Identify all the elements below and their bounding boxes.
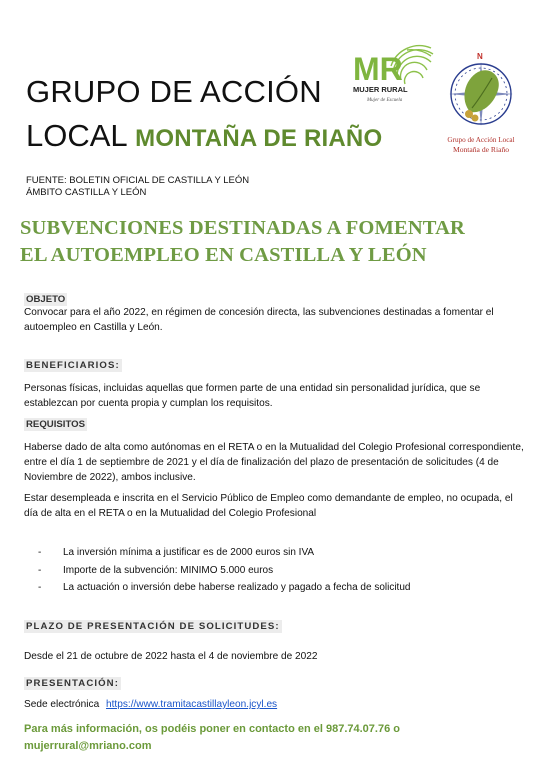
beneficiarios-label: BENEFICIARIOS: bbox=[26, 360, 120, 371]
list-item bbox=[38, 562, 410, 580]
objeto-label: OBJETO bbox=[26, 294, 66, 305]
org-title-line2 bbox=[26, 118, 382, 154]
source-line: FUENTE: BOLETIN OFICIAL DE CASTILLA Y LEÓN bbox=[26, 175, 250, 186]
contact-email[interactable]: mujerrural@mriano.com bbox=[24, 740, 152, 752]
presentacion-line bbox=[24, 697, 524, 712]
main-heading-line2: EL AUTOEMPLEO EN CASTILLA Y LEÓN bbox=[20, 244, 427, 266]
bullet-marker: - bbox=[38, 547, 42, 558]
sede-electronica-link[interactable]: https://www.tramitacastillayleon.jcyl.es bbox=[106, 699, 278, 710]
contact-info bbox=[24, 721, 524, 755]
fingerprint-icon bbox=[345, 42, 435, 110]
svg-text:Montaña de Riaño: Montaña de Riaño bbox=[452, 145, 510, 154]
plazo-label: PLAZO DE PRESENTACIÓN DE SOLICITUDES: bbox=[26, 621, 280, 632]
list-item bbox=[38, 544, 410, 562]
org-title-prefix: LOCAL bbox=[26, 118, 127, 153]
svg-text:Grupo de Acción Local: Grupo de Acción Local bbox=[447, 136, 515, 144]
org-title-highlight: MONTAÑA DE RIAÑO bbox=[135, 125, 383, 152]
bullet-text: Importe de la subvención: MINIMO 5.000 euros bbox=[63, 564, 274, 576]
sede-electronica-label: Sede electrónica bbox=[24, 699, 100, 710]
requisitos-label: REQUISITOS bbox=[26, 419, 85, 430]
gal-montana-riano-logo bbox=[440, 50, 522, 160]
mujer-rural-logo bbox=[345, 42, 435, 110]
org-title-line1: GRUPO DE ACCIÓN bbox=[26, 74, 322, 109]
plazo-text: Desde el 21 de octubre de 2022 hasta el 4 de noviembre de 2022 bbox=[24, 651, 318, 662]
requisitos-bullet-list bbox=[38, 544, 410, 597]
objeto-text: Convocar para el año 2022, en régimen de concesión directa, las subvenciones destinadas a fomentar el autoempleo en Castilla y León. bbox=[24, 307, 494, 333]
svg-text:Mujer de Escuela: Mujer de Escuela bbox=[367, 98, 403, 103]
requisitos-paragraph-1: Haberse dado de alta como autónomas en el RETA o en la Mutualidad del Colegio Profesional correspondiente, entre el día 1 de septiembre de 2021 y el día de finalización del plazo de presentación de solicitudes (4 de Noviembre de 2022), ambos inclusive. bbox=[24, 442, 524, 483]
contact-line-phone: Para más información, os podéis poner en contacto en el 987.74.07.76 o bbox=[24, 723, 400, 735]
bullet-text: La actuación o inversión debe haberse realizado y pagado a fecha de solicitud bbox=[63, 582, 411, 593]
main-heading-line1: SUBVENCIONES DESTINADAS A FOMENTAR bbox=[20, 217, 465, 239]
compass-oak-leaf-icon bbox=[440, 50, 522, 160]
scope-line: ÁMBITO CASTILLA Y LEÓN bbox=[26, 187, 147, 198]
bullet-text: La inversión mínima a justificar es de 2000 euros sin IVA bbox=[63, 547, 315, 558]
presentacion-label: PRESENTACIÓN: bbox=[26, 678, 120, 689]
bullet-marker: - bbox=[38, 582, 42, 593]
svg-text:N: N bbox=[477, 52, 483, 61]
requisitos-paragraph-2: Estar desempleada e inscrita en el Servicio Público de Empleo como demandante de empleo, no ocupada, el día de alta en el RETA o en la Mutualidad del Colegio Profesional bbox=[24, 493, 513, 519]
svg-text:MUJER RURAL: MUJER RURAL bbox=[353, 85, 408, 94]
beneficiarios-text: Personas físicas, incluidas aquellas que formen parte de una entidad sin personalidad jurídica, que se establezcan por cuenta propia y cumplan los requisitos. bbox=[24, 383, 481, 409]
svg-text:MR: MR bbox=[353, 51, 403, 87]
bullet-marker: - bbox=[38, 564, 42, 576]
list-item bbox=[38, 579, 410, 597]
